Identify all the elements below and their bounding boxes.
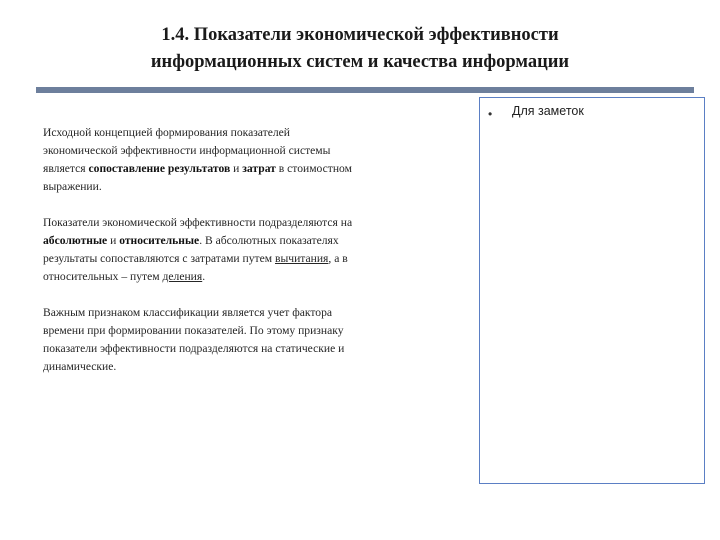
title-divider (36, 87, 694, 93)
paragraph-concept (43, 124, 423, 196)
paragraph-line (43, 232, 423, 250)
bold-term-costs: затрат (242, 162, 276, 175)
text-run: и (107, 234, 120, 247)
paragraph-line (43, 160, 423, 178)
paragraph-line (43, 250, 423, 268)
text-run: и (230, 162, 243, 175)
notes-box[interactable] (479, 97, 705, 484)
paragraph-line: экономической эффективности информационной системы (43, 144, 331, 157)
notes-label: Для заметок (512, 104, 584, 118)
underlined-term-subtraction: вычитания (274, 252, 329, 265)
paragraph-line: выражении. (43, 180, 102, 193)
bold-term-absolute: абсолютные (43, 234, 108, 247)
paragraph-line: динамические. (43, 360, 117, 373)
paragraph-indicator-types (43, 214, 423, 286)
slide-title-line-1: 1.4. Показатели экономической эффективности (161, 25, 559, 45)
paragraph-line (43, 268, 423, 286)
paragraph-line: Важным признаком классификации является учет фактора (43, 306, 333, 319)
text-run: , а в (328, 252, 348, 265)
slide-title (60, 22, 660, 76)
text-run: . (202, 270, 206, 283)
slide-title-line-2: информационных систем и качества информации (150, 52, 570, 72)
text-run: . В абсолютных показателях (199, 234, 339, 247)
paragraph-line: Исходной концепцией формирования показателей (43, 126, 290, 139)
text-run: результаты сопоставляются с затратами путем (43, 252, 275, 265)
underlined-term-division: деления (162, 270, 203, 283)
text-run: относительных – путем (43, 270, 163, 283)
slide-body (43, 124, 423, 394)
bold-term-relative: относительные (119, 234, 200, 247)
text-run: в стоимостном (275, 162, 352, 175)
paragraph-time-factor (43, 304, 423, 376)
paragraph-line: времени при формировании показателей. По этому признаку (43, 324, 344, 337)
bold-term-comparison: сопоставление результатов (88, 162, 231, 175)
text-run: является (43, 162, 89, 175)
paragraph-line: показатели эффективности подразделяются на статические и (43, 342, 345, 355)
notes-bullet-icon: • (488, 107, 493, 121)
paragraph-line: Показатели экономической эффективности подразделяются на (43, 216, 353, 229)
